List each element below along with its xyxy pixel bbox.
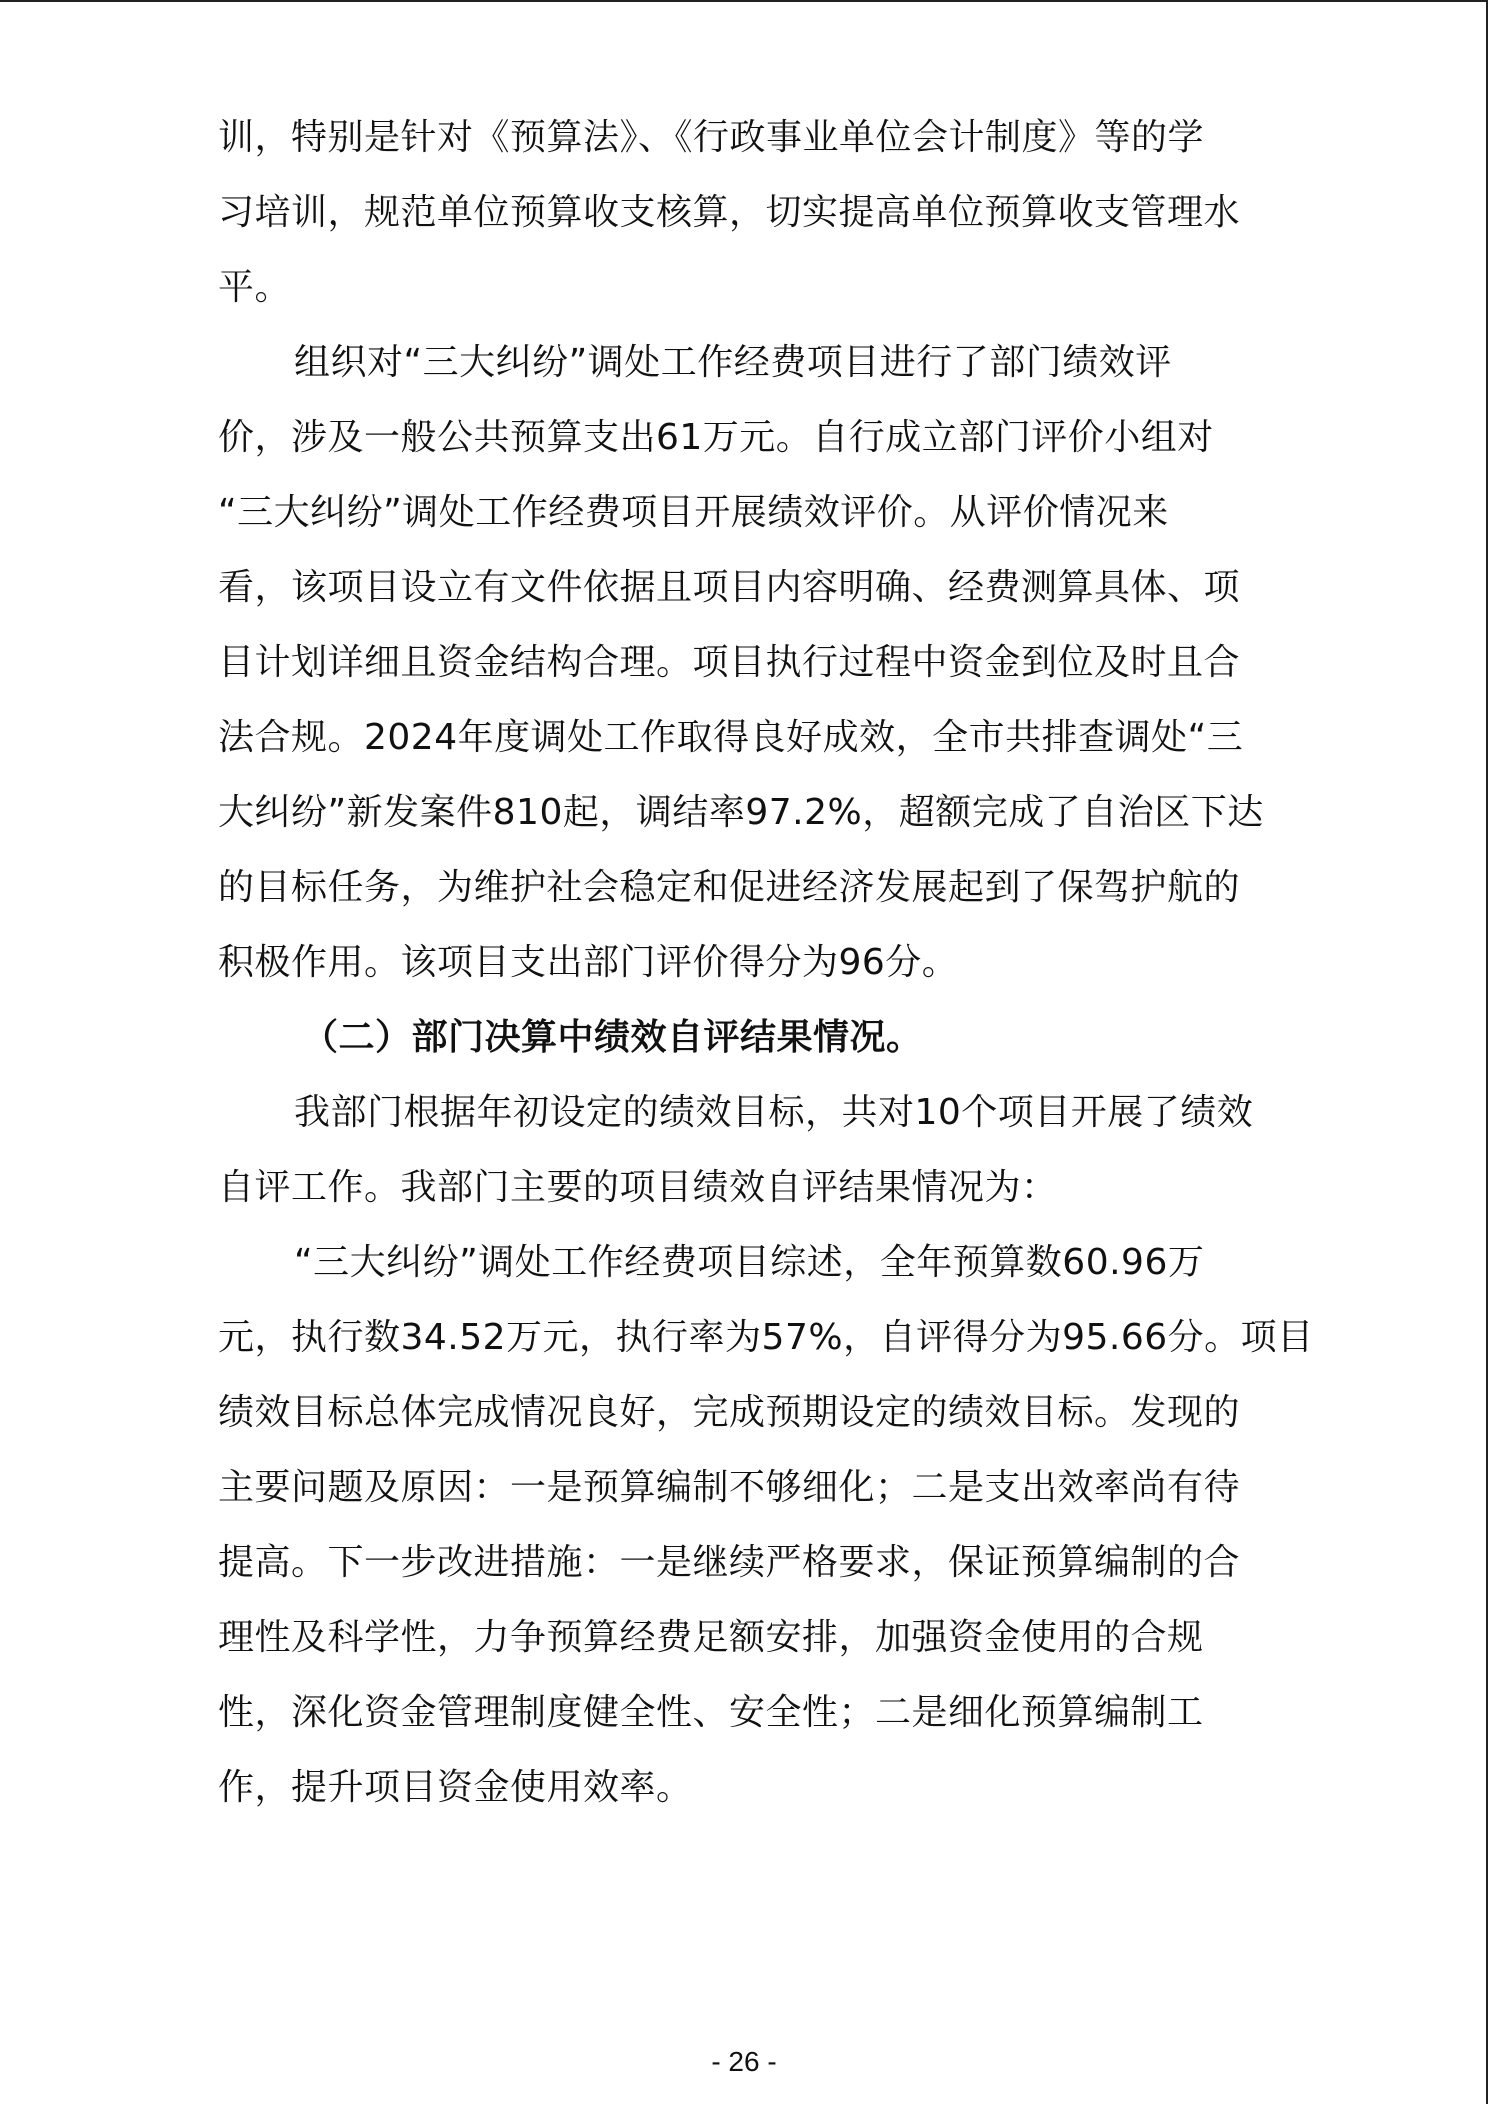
text-line: 性，深化资金管理制度健全性、安全性；二是细化预算编制工 <box>218 1692 1204 1733</box>
text-line: 主要问题及原因：一是预算编制不够细化；二是支出效率尚有待 <box>218 1467 1241 1508</box>
text-line: 绩效目标总体完成情况良好，完成预期设定的绩效目标。发现的 <box>218 1392 1241 1433</box>
text-line: 平。 <box>218 267 292 308</box>
page-border-top <box>0 0 1488 2</box>
paragraph-start-line: 我部门根据年初设定的绩效目标，共对10个项目开展了绩效 <box>294 1092 1254 1133</box>
page-number: - 26 - <box>711 2046 777 2077</box>
paragraph-start-line: 组织对“三大纠纷”调处工作经费项目进行了部门绩效评 <box>294 342 1172 383</box>
text-line: 自评工作。我部门主要的项目绩效自评结果情况为： <box>218 1167 1058 1208</box>
text-line: 习培训，规范单位预算收支核算，切实提高单位预算收支管理水 <box>218 192 1241 233</box>
text-line: 目计划详细且资金结构合理。项目执行过程中资金到位及时且合 <box>218 642 1241 683</box>
text-line: 大纠纷”新发案件810起，调结率97.2%，超额完成了自治区下达 <box>218 792 1264 833</box>
text-line: 看，该项目设立有文件依据且项目内容明确、经费测算具体、项 <box>218 567 1241 608</box>
section-heading: （二）部门决算中绩效自评结果情况。 <box>302 1017 923 1058</box>
text-line: 元，执行数34.52万元，执行率为57%，自评得分为95.66分。项目 <box>218 1317 1314 1358</box>
text-line: 积极作用。该项目支出部门评价得分为96分。 <box>218 942 959 983</box>
text-line: 训，特别是针对《预算法》、《行政事业单位会计制度》等的学 <box>218 117 1205 158</box>
text-line: 提高。下一步改进措施：一是继续严格要求，保证预算编制的合 <box>218 1542 1241 1583</box>
text-line: 法合规。2024年度调处工作取得良好成效，全市共排查调处“三 <box>218 717 1244 758</box>
document-body <box>218 100 1314 1825</box>
paragraph-start-line: “三大纠纷”调处工作经费项目综述，全年预算数60.96万 <box>294 1242 1205 1283</box>
text-line: 的目标任务，为维护社会稳定和促进经济发展起到了保驾护航的 <box>218 867 1241 908</box>
text-line: “三大纠纷”调处工作经费项目开展绩效评价。从评价情况来 <box>218 492 1169 533</box>
text-line: 理性及科学性，力争预算经费足额安排，加强资金使用的合规 <box>218 1617 1204 1658</box>
text-line: 作，提升项目资金使用效率。 <box>218 1767 693 1808</box>
text-line: 价，涉及一般公共预算支出61万元。自行成立部门评价小组对 <box>218 417 1214 458</box>
